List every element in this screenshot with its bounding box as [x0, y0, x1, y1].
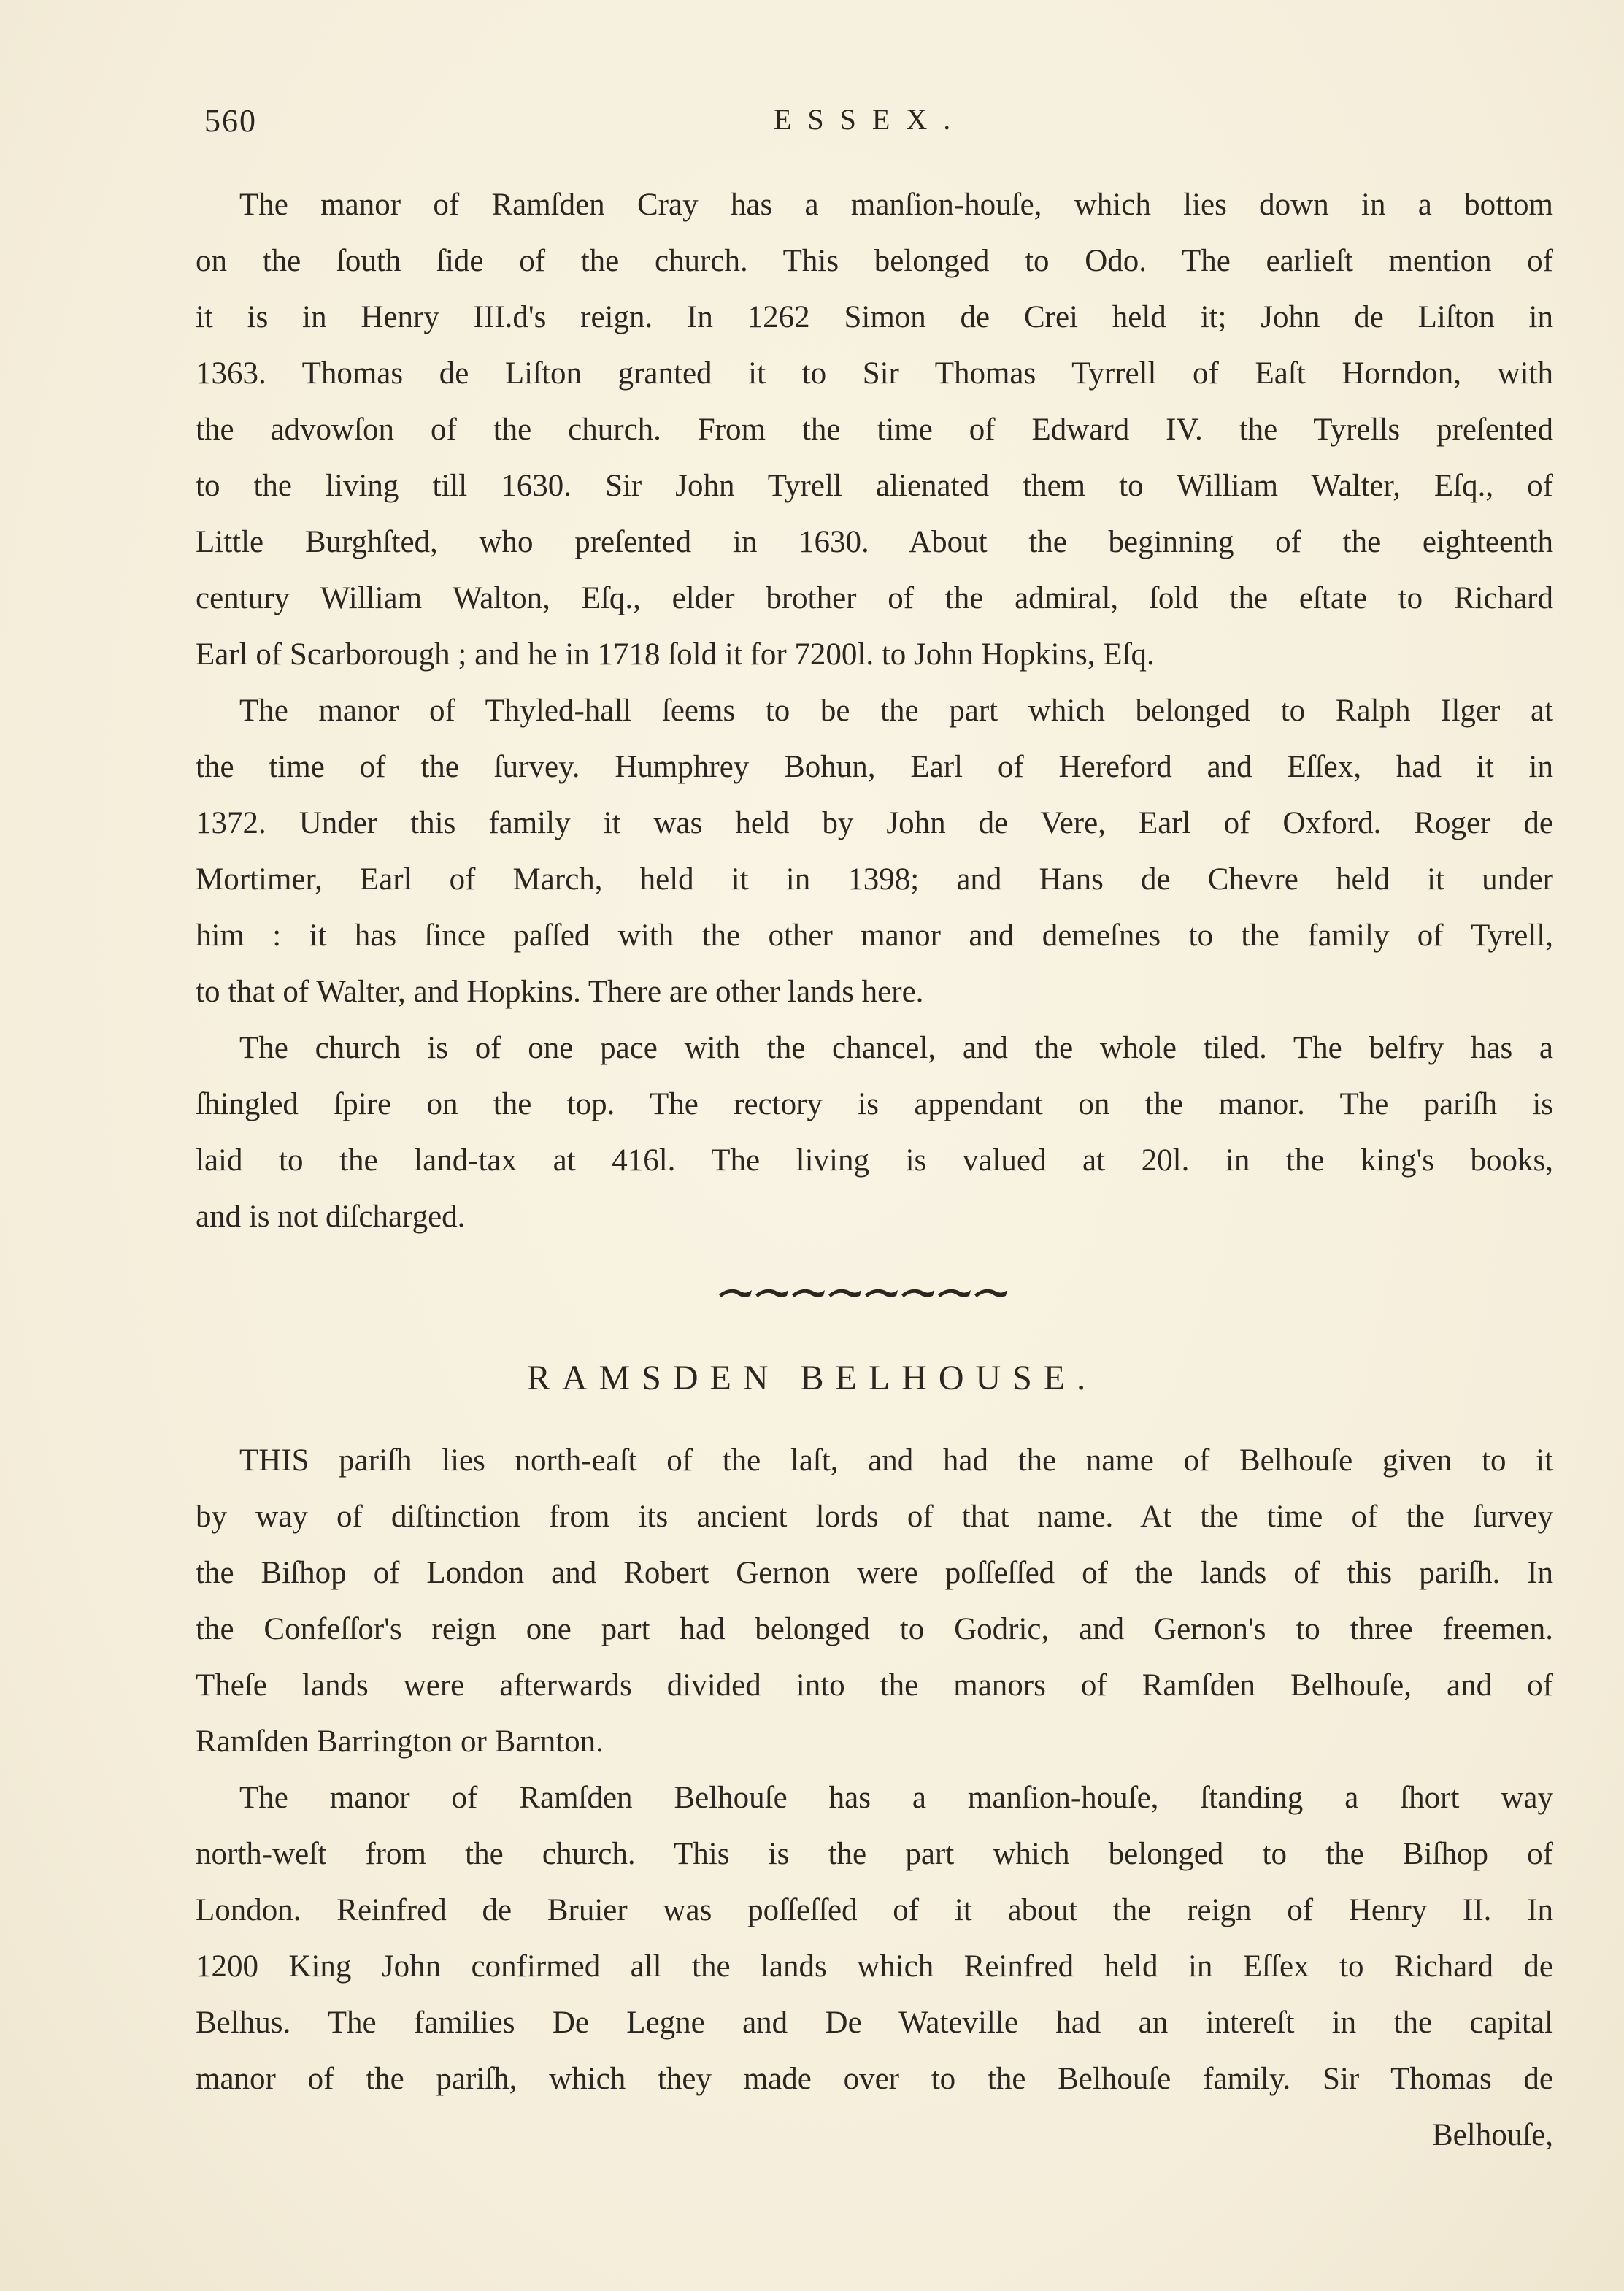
paragraph-manor-ramsden-cray: [196, 177, 1553, 683]
text-line: the advowſon of the church. From the time of Edward IV. the Tyrells preſented: [196, 412, 1553, 447]
text-line: The manor of Ramſden Cray has a manſion-houſe, which lies down in a bottom: [239, 188, 1553, 222]
page-number: 560: [204, 103, 257, 139]
text-line: Theſe lands were afterwards divided into the manors of Ramſden Belhouſe, and of: [196, 1668, 1553, 1703]
text-line: north-weſt from the church. This is the part which belonged to the Biſhop of: [196, 1837, 1553, 1871]
paragraph-belhouse-intro: [196, 1432, 1553, 1770]
text-line: Little Burghſted, who preſented in 1630. About the beginning of the eighteenth: [196, 525, 1553, 559]
text-line: The manor of Ramſden Belhouſe has a manſion-houſe, ſtanding a ſhort way: [239, 1781, 1553, 1815]
running-head: ESSEX.: [774, 103, 967, 136]
text-line: on the ſouth ſide of the church. This belonged to Odo. The earlieſt mention of: [196, 244, 1553, 278]
section-title: RAMSDEN BELHOUSE.: [526, 1359, 1098, 1397]
text-line: to that of Walter, and Hopkins. There are other lands here.: [196, 975, 924, 1009]
text-line: Mortimer, Earl of March, held it in 1398; and Hans de Chevre held it under: [196, 862, 1553, 897]
text-line: the time of the ſurvey. Humphrey Bohun, Earl of Hereford and Eſſex, had it in: [196, 750, 1553, 784]
text-line: by way of diſtinction from its ancient lords of that name. At the time of the ſurvey: [196, 1500, 1553, 1534]
text-line: the Confeſſor's reign one part had belonged to Godric, and Gernon's to three freemen.: [196, 1612, 1553, 1646]
text-line: The manor of Thyled-hall ſeems to be the part which belonged to Ralph Ilger at: [239, 694, 1553, 728]
text-line: manor of the pariſh, which they made over to the Belhouſe family. Sir Thomas de: [196, 2062, 1553, 2096]
text-line: the Biſhop of London and Robert Gernon were poſſeſſed of the lands of this pariſh. In: [196, 1556, 1553, 1590]
section-ramsden-belhouse: [196, 1432, 1553, 2163]
text-line: 1200 King John confirmed all the lands which Reinfred held in Eſſex to Richard de: [196, 1949, 1553, 1984]
catchword: Belhouſe,: [1432, 2118, 1553, 2152]
section-ramsden-cray: [196, 177, 1553, 1245]
paragraph-church: [196, 1020, 1553, 1245]
paragraph-thyled-hall: [196, 683, 1553, 1020]
text-line: THIS pariſh lies north-eaſt of the laſt, and had the name of Belhouſe given to it: [239, 1443, 1553, 1478]
text-line: Ramſden Barrington or Barnton.: [196, 1724, 604, 1759]
text-line: century William Walton, Eſq., elder brother of the admiral, ſold the eſtate to Richard: [196, 581, 1553, 615]
text-line: 1363. Thomas de Liſton granted it to Sir Thomas Tyrrell of Eaſt Horndon, with: [196, 356, 1553, 391]
text-line: laid to the land-tax at 416l. The living is valued at 20l. in the king's books,: [196, 1143, 1553, 1178]
text-line: 1372. Under this family it was held by John de Vere, Earl of Oxford. Roger de: [196, 806, 1553, 840]
text-line: London. Reinfred de Bruier was poſſeſſed of it about the reign of Henry II. In: [196, 1893, 1553, 1927]
text-line: him : it has ſince paſſed with the other manor and demeſnes to the family of Tyrell,: [196, 918, 1553, 953]
ornament-divider: [715, 1281, 1022, 1303]
paragraph-manor-belhouse: [196, 1770, 1553, 2107]
text-line: it is in Henry III.d's reign. In 1262 Simon de Crei held it; John de Liſton in: [196, 300, 1553, 334]
text-line: to the living till 1630. Sir John Tyrell alienated them to William Walter, Eſq., of: [196, 469, 1553, 503]
page-header: [204, 102, 1547, 146]
text-line: and is not diſcharged.: [196, 1200, 466, 1234]
text-line: The church is of one pace with the chancel, and the whole tiled. The belfry has a: [239, 1031, 1553, 1065]
text-line: Earl of Scarborough ; and he in 1718 ſold it for 7200l. to John Hopkins, Eſq.: [196, 637, 1155, 672]
text-line: Belhus. The families De Legne and De Wateville had an intereſt in the capital: [196, 2006, 1553, 2040]
text-line: ſhingled ſpire on the top. The rectory is appendant on the manor. The pariſh is: [196, 1087, 1553, 1121]
